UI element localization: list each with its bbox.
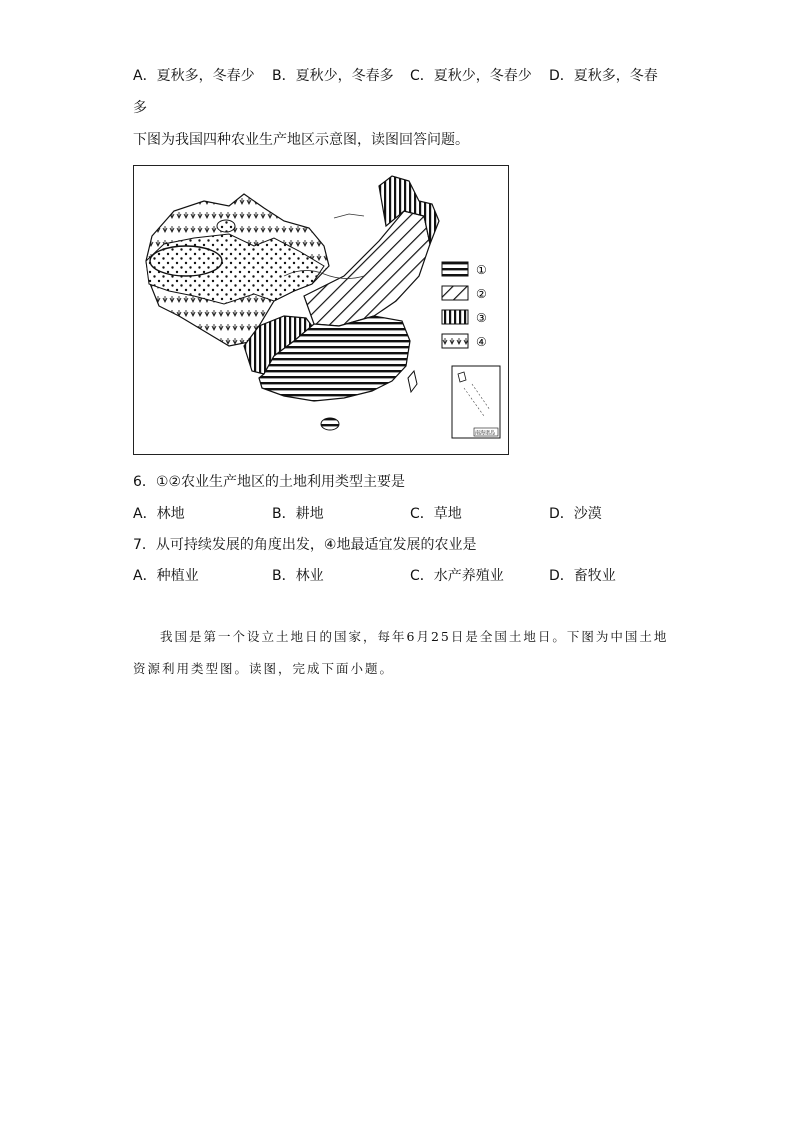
q6-option-c: C．草地	[410, 506, 462, 522]
q5-option-a: A．夏秋多，冬春少	[133, 68, 255, 84]
legend-swatch-3	[442, 310, 468, 324]
south-china-sea-inset	[452, 366, 500, 438]
agriculture-region-map	[133, 165, 509, 455]
legend-swatch-1	[442, 262, 468, 276]
q5-option-d: D．夏秋多，冬春	[549, 68, 658, 84]
hainan-island	[321, 418, 339, 430]
legend-label-3: ③	[476, 311, 487, 325]
legend-label-4: ④	[476, 335, 487, 349]
map-legend	[442, 262, 487, 349]
legend-label-2: ②	[476, 287, 487, 301]
passage-line-1: 我国是第一个设立土地日的国家，每年6月25日是全国土地日。下图为中国土地	[160, 629, 669, 644]
q7-stem: 7．从可持续发展的角度出发，④地最适宜发展的农业是	[133, 537, 477, 553]
tarim-basin	[150, 246, 222, 276]
map-intro-text: 下图为我国四种农业生产地区示意图，读图回答问题。	[133, 132, 469, 148]
legend-swatch-2	[442, 286, 468, 300]
q6-option-b: B．耕地	[272, 506, 324, 522]
q7-option-a: A．种植业	[133, 568, 199, 584]
passage-line-2: 资源利用类型图。读图，完成下面小题。	[133, 661, 395, 676]
q7-option-c: C．水产养殖业	[410, 568, 504, 584]
legend-swatch-4	[442, 334, 468, 348]
q7-option-b: B．林业	[272, 568, 324, 584]
taiwan-island	[408, 371, 417, 392]
junggar-basin	[217, 220, 235, 232]
legend-label-1: ①	[476, 263, 487, 277]
inset-label: 南海诸岛	[475, 430, 496, 437]
q7-option-d: D．畜牧业	[549, 568, 616, 584]
q5-option-c: C．夏秋少，冬春少	[410, 68, 532, 84]
q6-option-a: A．林地	[133, 506, 185, 522]
q5-option-b: B．夏秋少，冬春多	[272, 68, 394, 84]
china-map-illustration	[134, 166, 508, 454]
q5-option-d-wrap: 多	[133, 100, 147, 116]
q6-option-d: D．沙漠	[549, 506, 602, 522]
q6-stem: 6．①②农业生产地区的土地利用类型主要是	[133, 474, 406, 490]
